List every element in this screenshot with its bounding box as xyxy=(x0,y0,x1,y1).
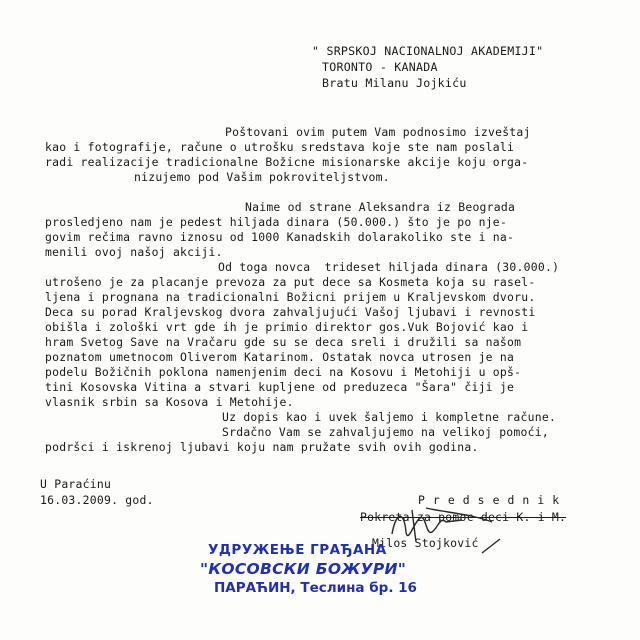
addressee-line-3: Bratu Milanu Jojkiću xyxy=(322,76,467,90)
signature-title: P r e d s e d n i k xyxy=(418,493,560,507)
addressee-line-2: TORONTO - KANADA xyxy=(322,60,438,74)
place-text: U Paraćinu xyxy=(40,477,112,491)
signature-org: Pokreta za pomoc deci K. i M. xyxy=(360,510,567,524)
body-line: govim rečima ravno iznosu od 1000 Kanadskih dolarakoliko ste i na- xyxy=(45,230,515,244)
body-line: Naime od strane Aleksandra iz Beograda xyxy=(245,200,516,214)
body-line: ljena i prognana na tradicionalni Božicni prijem u Kraljevskom dvoru. xyxy=(45,290,536,304)
body-line: Srdačno Vam se zahvaljujemo na velikoj pomoći, xyxy=(222,425,549,439)
body-line: poznatom umetnocom Oliverom Katarinom. Ostatak novca utrosen je na xyxy=(45,350,515,364)
body-line: Od toga novca trideset hiljada dinara (30.000.) xyxy=(218,260,560,274)
body-line: nizujemo pod Vašim pokroviteljstvom. xyxy=(134,170,390,184)
stamp-line-1: УДРУЖЕЊЕ ГРАЂАНА xyxy=(208,542,387,558)
body-line: Deca su porad Kraljevskog dvora zahvaljujući Vašoj ljubavi i revnosti xyxy=(45,305,536,319)
body-line: Poštovani ovim putem Vam podnosimo izveštaj xyxy=(225,125,531,139)
signature-stroke-icon xyxy=(480,535,520,555)
stamp-line-2: "КОСОВСКИ БОЖУРИ" xyxy=(200,560,407,578)
body-line: menili ovoj našoj akciji. xyxy=(45,245,223,259)
body-line: utrošeno je za placanje prevoza za put dece sa Kosmeta koja su rasel- xyxy=(45,275,536,289)
signature-name: Milos Stojković xyxy=(372,536,479,550)
body-line: kao i fotografije, račune o utrošku sredstava koje ste nam poslali xyxy=(45,140,515,154)
addressee-line-1: " SRPSKOJ NACIONALNOJ AKADEMIJI" xyxy=(312,44,544,58)
body-line: podelu Božičnih poklona namenjenim deci na Kosovu i Metohiji u opš- xyxy=(45,365,522,379)
body-line: obišla i zološki vrt gde ih je primio direktor gos.Vuk Bojović kao i xyxy=(45,320,529,334)
body-line: podršci i iskrenoj ljubavi koju nam pružate svih ovih godina. xyxy=(45,440,479,454)
date-text: 16.03.2009. god. xyxy=(40,493,154,507)
body-line: hram Svetog Save na Vračaru gde su se deca sreli i družili sa našom xyxy=(45,335,522,349)
body-line: Uz dopis kao i uvek šaljemo i kompletne račune. xyxy=(222,410,557,424)
stamp-line-3: ПАРАЋИН, Теслина бр. 16 xyxy=(214,580,417,596)
body-line: tini Kosovska Vitina a stvari kupljene od preduzeca "Šara" čiji je xyxy=(45,380,515,394)
body-line: vlasnik srbin sa Kosova i Metohije. xyxy=(45,395,294,409)
body-line: prosledjeno nam je pedest hiljada dinara (50.000.) što je po nje- xyxy=(45,215,508,229)
body-line: radi realizacije tradicionalne Božicne misionarske akcije koju orga- xyxy=(45,155,529,169)
